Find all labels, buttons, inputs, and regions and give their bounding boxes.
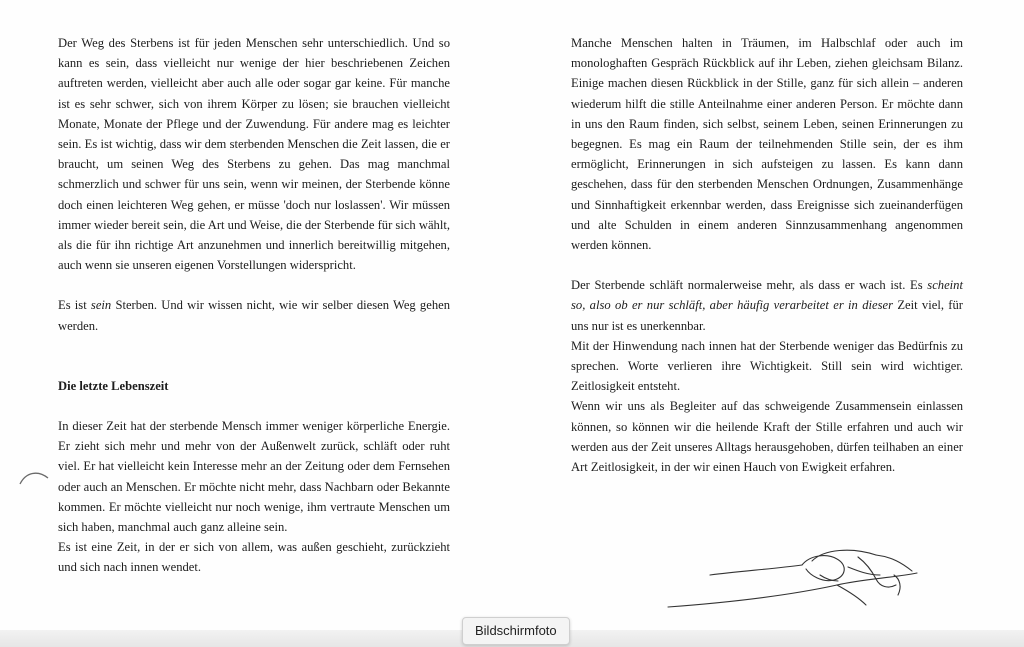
- resting-person-sketch: [662, 545, 924, 615]
- left-paragraph-2-emphasis: sein: [90, 298, 112, 313]
- left-paragraph-2-start: Es ist: [58, 298, 87, 313]
- left-paragraph-2: [58, 295, 450, 335]
- right-column: [571, 33, 963, 477]
- left-paragraph-4: Es ist eine Zeit, in der er sich von allem, was außen geschieht, zurückzieht und sich nach innen wendet.: [58, 540, 450, 575]
- right-paragraph-2: [571, 275, 963, 336]
- right-paragraph-1: Manche Menschen halten in Träumen, im Halbschlaf oder auch im monologhaften Gespräch Rückblick auf ihr Leben, ziehen gleichsam Bilanz. Einige machen diesen Rückblick in der Stille, ganz für sich allein – anderen wiederum hilft die stille Anteilnahme einer anderen Person. Er möchte dann in uns den Raum finden, sich selbst, seinem Leben, seinen Erinnerungen zu begegnen. Es mag ein Raum der teilnehmenden Stille sein, der es ihm ermöglicht, Erinnerungen in sich aufsteigen zu lassen. Es kann dann geschehen, dass für den sterbenden Menschen Ordnungen, Zusammenhänge und Sinnhaftigkeit erkennbar werden, dass Ereignisse sich zueinanderfügen und alte Schulden in einem anderen Sinnzusammenhang angenommen werden können.: [571, 36, 963, 253]
- left-paragraph-2-end: Sterben. Und wir wissen nicht, wie wir selber diesen Weg gehen werden.: [58, 298, 451, 333]
- right-paragraph-2-emphasis: scheint so, also ob er nur schläft, aber häufig verarbeitet er in dieser: [571, 278, 963, 313]
- margin-mark-icon: [18, 466, 52, 488]
- right-paragraph-2-end: Zeit viel, für uns nur ist es unerkennbar.: [571, 298, 963, 333]
- left-column: [58, 33, 450, 578]
- left-paragraph-1: Der Weg des Sterbens ist für jeden Menschen sehr unterschiedlich. Und so kann es sein, dass vielleicht nur wenige der hier beschriebenen Zeichen auftreten werden, vielleicht aber auch alle oder sogar gar keine. Für manche ist es sehr schwer, sich von ihrem Körper zu lösen; sie brauchen vielleicht Monate, Monate der Pflege und der Zuwendung. Für andere mag es leichter sein. Es ist wichtig, dass wir dem sterbenden Menschen die Zeit lassen, die er braucht, um seinen Weg des Sterbens zu gehen. Das mag manchmal schmerzlich und schwer für uns sein, wenn wir meinen, der Sterbende könne doch einen leichteren Weg gehen, er müsse 'doch nur loslassen'. Wir müssen immer wieder bereit sein, die Art und Weise, die der Sterbende für sich wählt, als die für ihn richtige Art anzunehmen und innerlich bereitwillig mitgehen, auch wenn sie unseren eigenen Vorstellungen widerspricht.: [58, 36, 450, 273]
- right-paragraph-4: Wenn wir uns als Begleiter auf das schweigende Zusammensein einlassen können, so können wir die heilende Kraft der Stille erfahren und auch wir werden aus der Zeit unseres Alltags herausgehoben, dürfen teilhaben an einer Art Zeitlosigkeit, in der wir einen Hauch von Ewigkeit erfahren.: [571, 399, 963, 475]
- screenshot-caption: Bildschirmfoto: [462, 617, 570, 645]
- left-paragraph-3: In dieser Zeit hat der sterbende Mensch immer weniger körperliche Energie. Er zieht sich mehr und mehr von der Außenwelt zurück, schläft oder ruht viel. Er hat vielleicht kein Interesse mehr an der Zeitung oder dem Fernsehen oder auch an Menschen. Er möchte nicht mehr, dass Nachbarn oder Bekannte kommen. Er möchte vielleicht nur noch wenige, ihm vertraute Menschen um sich haben, manchmal auch ganz alleine sein.: [58, 419, 450, 535]
- right-paragraph-3: Mit der Hinwendung nach innen hat der Sterbende weniger das Bedürfnis zu sprechen. Worte verlieren ihre Wichtigkeit. Still sein wird wichtiger. Zeitlosigkeit entsteht.: [571, 338, 963, 394]
- right-paragraph-2-start: Der Sterbende schläft normalerweise mehr, als dass er wach ist. Es: [571, 278, 923, 293]
- section-heading: Die letzte Lebenszeit: [58, 378, 169, 393]
